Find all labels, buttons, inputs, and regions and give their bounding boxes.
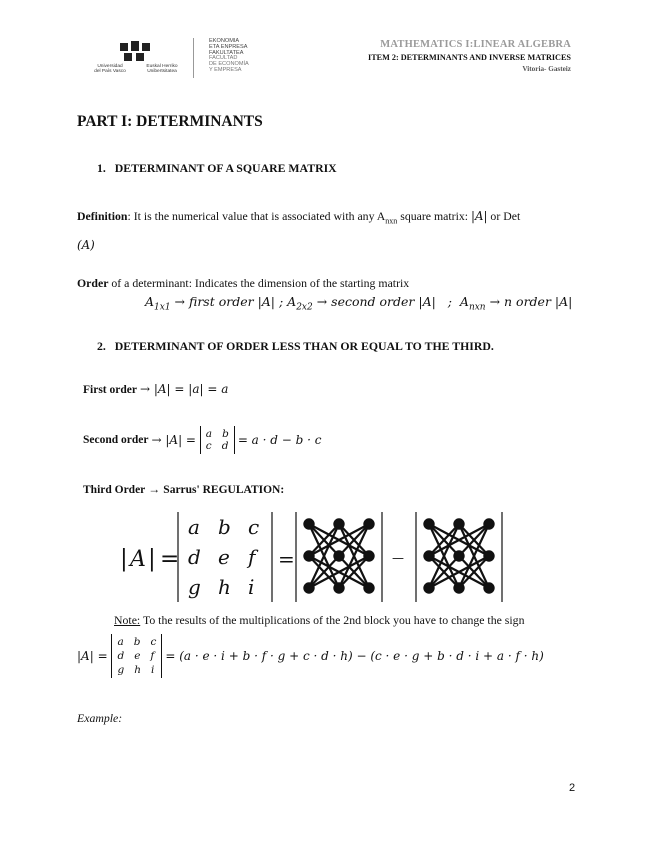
matrix-entry: f bbox=[248, 545, 256, 569]
matrix-3x3: a b c d e f g h i bbox=[117, 636, 157, 676]
order-paragraph: Order of a determinant: Indicates the dimension of the starting matrix bbox=[77, 276, 410, 290]
order-formula: $A_{1x1}$ → first order |A| ; $A_{2x2}$ → second order |A| ; $A_{nxn} \to n$ order |A| bbox=[145, 294, 573, 313]
sarrus-dot bbox=[304, 583, 313, 592]
sarrus-dot bbox=[484, 583, 493, 592]
sarrus-dot bbox=[364, 551, 373, 560]
svg-text:|: | bbox=[120, 546, 128, 572]
sarrus-dot bbox=[334, 519, 343, 528]
header-campus: Vitoria- Gasteiz bbox=[522, 65, 571, 73]
matrix-entry: g bbox=[188, 575, 201, 599]
sarrus-dot bbox=[484, 551, 493, 560]
sarrus-dot bbox=[334, 583, 343, 592]
logo-text-mid: Euskal Herriko Unibertsitatea bbox=[146, 64, 178, 75]
definition-paragraph: Definition: It is the numerical value that is associated with any $A_{nxn}$ square matrix: |A| or Det (A) bbox=[77, 209, 521, 253]
sarrus-dot bbox=[424, 551, 433, 560]
sarrus-dot bbox=[484, 519, 493, 528]
matrix-entry: d bbox=[188, 545, 201, 569]
section-1-heading: 1. DETERMINANT OF A SQUARE MATRIX bbox=[97, 161, 337, 175]
matrix-entry: b bbox=[218, 515, 231, 539]
sarrus-diagram bbox=[112, 506, 512, 608]
section-2-heading: 2. DETERMINANT OF ORDER LESS THAN OR EQUAL TO THE THIRD. bbox=[97, 339, 494, 353]
sarrus-dot bbox=[424, 519, 433, 528]
third-order-row: Third Order → Sarrus' REGULATION: bbox=[83, 482, 285, 496]
first-order-row: First order → |A| = |a| = a bbox=[83, 382, 229, 396]
order-term: Order bbox=[77, 276, 109, 290]
part-title: PART I: DETERMINANTS bbox=[77, 113, 263, 130]
sarrus-dot bbox=[454, 551, 463, 560]
faculty-name: EKONOMIA ETA ENPRESA FAKULTATEA FACULTAD DE ECONOMÍA Y EMPRESA bbox=[209, 38, 249, 73]
sarrus-expansion-row: |A| = a b c d e f g h i = (a · e · i + b · f · g + c · d · h) − (c · e · g + b · d · i + a · f · h) bbox=[77, 636, 544, 676]
header-item: ITEM 2: DETERMINANTS AND INVERSE MATRICES bbox=[368, 53, 571, 62]
sarrus-positive-block bbox=[304, 519, 373, 592]
matrix-entry: i bbox=[248, 575, 255, 599]
matrix-entry: a bbox=[188, 515, 200, 539]
university-emblem-icon bbox=[118, 41, 154, 63]
sarrus-dot bbox=[304, 519, 313, 528]
sarrus-dot bbox=[424, 583, 433, 592]
svg-text:|: | bbox=[148, 546, 156, 572]
page-number: 2 bbox=[569, 782, 576, 794]
matrix-entry: e bbox=[218, 545, 230, 569]
definition-term: Definition bbox=[77, 209, 128, 223]
header-subject: MATHEMATICS I:LINEAR ALGEBRA bbox=[380, 39, 571, 50]
sarrus-dot bbox=[304, 551, 313, 560]
sarrus-dot bbox=[454, 583, 463, 592]
matrix-2x2: a b c d bbox=[205, 428, 229, 452]
header bbox=[0, 0, 655, 90]
example-label: Example: bbox=[77, 711, 123, 725]
sarrus-dot bbox=[364, 519, 373, 528]
svg-text:—: — bbox=[392, 551, 404, 565]
svg-text:=: = bbox=[160, 546, 180, 572]
second-order-row: Second order → |A| = a b c d = a · d − b · c bbox=[83, 428, 322, 452]
abs-A: |A| bbox=[471, 209, 488, 223]
sarrus-dot bbox=[454, 519, 463, 528]
sarrus-dot bbox=[364, 583, 373, 592]
sarrus-dot bbox=[334, 551, 343, 560]
matrix-entry: h bbox=[218, 575, 231, 599]
note-line: Note: To the results of the multiplications of the 2nd block you have to change the sign bbox=[114, 613, 525, 627]
matrix-entry: c bbox=[248, 515, 260, 539]
note-term: Note: bbox=[114, 613, 141, 627]
sarrus-negative-block bbox=[424, 519, 493, 592]
svg-text:A: A bbox=[130, 547, 146, 572]
svg-text:=: = bbox=[278, 547, 295, 571]
logo-divider bbox=[193, 38, 194, 78]
logo-text-left: Universidad del País Vasco bbox=[94, 64, 126, 75]
